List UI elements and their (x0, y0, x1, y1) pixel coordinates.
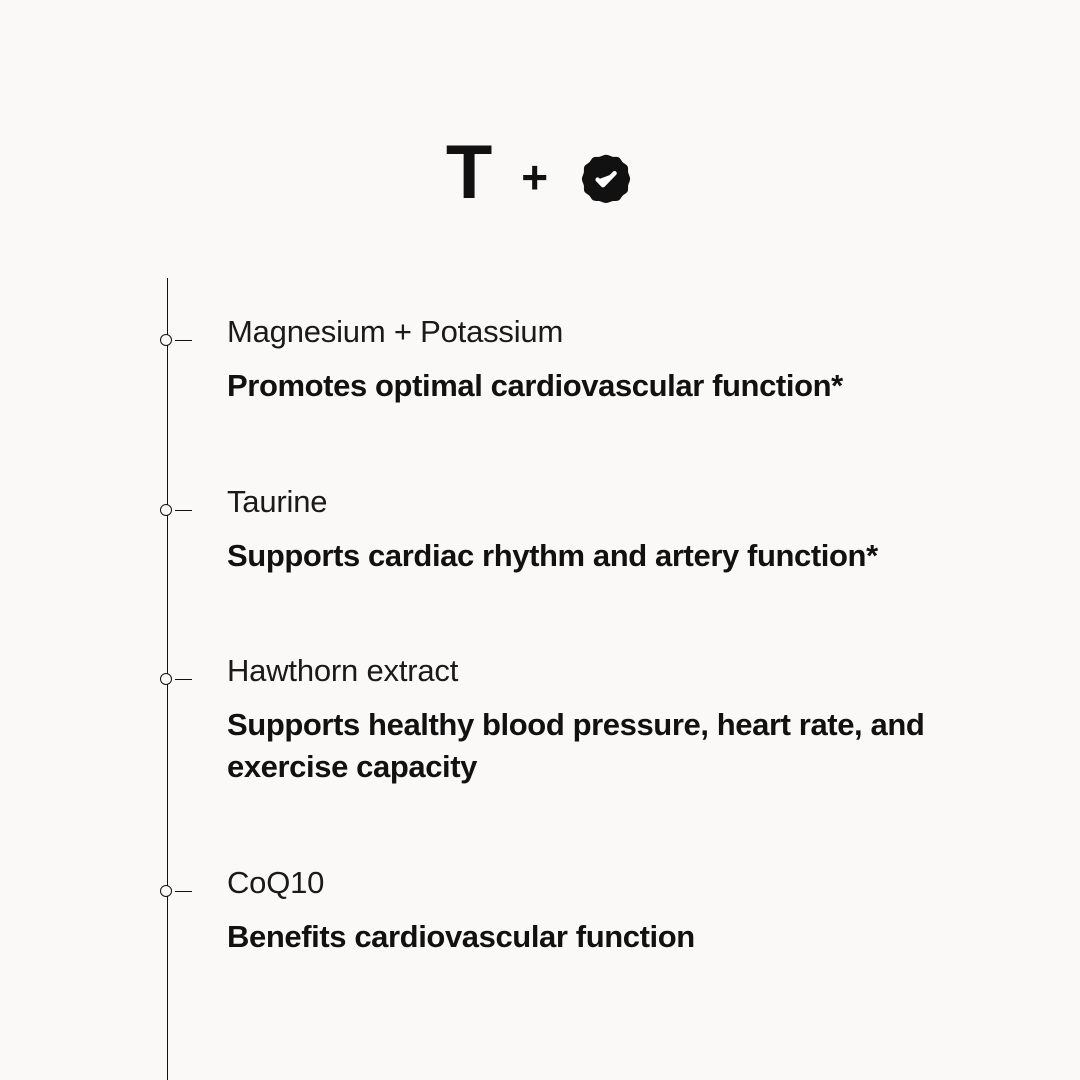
timeline-node-icon (160, 672, 198, 688)
ingredient-benefit: Supports cardiac rhythm and artery function* (227, 537, 878, 573)
ingredient-benefit: Benefits cardiovascular function (227, 918, 695, 954)
ingredient-benefit: Supports healthy blood pressure, heart rate, and exercise capacity (227, 706, 925, 784)
ingredient-name: Taurine (227, 484, 328, 519)
ingredient-benefit: Promotes optimal cardiovascular function* (227, 367, 843, 403)
ingredient-name: CoQ10 (227, 865, 325, 900)
list-item-text (227, 311, 1027, 407)
list-item-text (227, 862, 1027, 958)
ingredient-name: Magnesium + Potassium (227, 314, 564, 349)
plus-symbol: + (521, 151, 549, 203)
ingredient-name: Hawthorn extract (227, 653, 459, 688)
list-item-text (227, 650, 1027, 788)
timeline-node-icon (160, 503, 198, 519)
list-item-text (227, 481, 1027, 577)
brand-logo-letter: T (445, 130, 492, 215)
timeline-node-icon (160, 884, 198, 900)
timeline-node-icon (160, 333, 198, 349)
